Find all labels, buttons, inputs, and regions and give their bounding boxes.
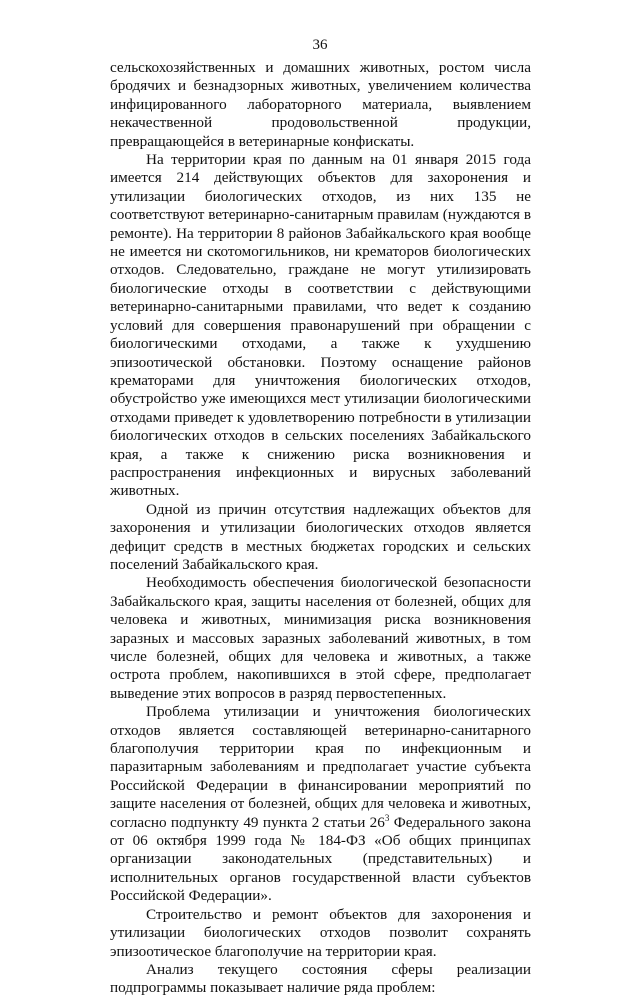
page-number: 36 bbox=[312, 37, 328, 53]
paragraph-3: Одной из причин отсутствия надлежащих объектов для захоронения и утилизации биологических отходов является дефицит средств в местных бюджетах городских и сельских поселений Забайкальского края. bbox=[110, 500, 531, 573]
paragraph-1: сельскохозяйственных и домашних животных, ростом числа бродячих и безнадзорных животных, увеличением количества инфицированного лабораторного материала, выявлением некачественной продовольственной продукции, превращающейся в ветеринарные конфискаты. bbox=[110, 59, 531, 150]
paragraph-6: Строительство и ремонт объектов для захоронения и утилизации биологических отходов позволит сохранять эпизоотическое благополучие на территории края. bbox=[110, 905, 531, 960]
paragraph-7: Анализ текущего состояния сферы реализации подпрограммы показывает наличие ряда проблем: bbox=[110, 960, 531, 997]
paragraph-5 bbox=[110, 703, 531, 905]
article-superscript: 3 bbox=[384, 812, 390, 823]
paragraph-4: Необходимость обеспечения биологической безопасности Забайкальского края, защиты населения от болезней, общих для человека и животных, минимизация риска возникновения заразных и массовых заразных заболеваний животных, в том числе болезней, общих для человека и животных, а также острота проблем, накопившихся в этой сфере, предполагает выведение этих вопросов в разряд первостепенных. bbox=[110, 574, 531, 702]
paragraph-2: На территории края по данным на 01 января 2015 года имеется 214 действующих объектов для захоронения и утилизации биологических отходов, из них 135 не соответствуют ветеринарно-санитарным правилам (нуждаются в ремонте). На территории 8 районов Забайкальского края вообще не имеется ни скотомогильников, ни крематоров биологических отходов. Следовательно, граждане не могут утилизировать биологические отходы в соответствии с действующими ветеринарно-санитарными правилами, что ведет к созданию условий для совершения правонарушений при обращении с биологическими отходами, а также к ухудшению эпизоотической обстановки. Поэтому оснащение районов крематорами для уничтожения биологических отходов, обустройство уже имеющихся мест утилизации биологическими отходами приведет к удовлетворению потребности в утилизации биологических отходов в сельских поселениях Забайкальского края, а также к снижению риска возникновения и распространения инфекционных и вирусных заболеваний животных. bbox=[110, 151, 531, 500]
paragraph-5-text-before: Проблема утилизации и уничтожения биологических отходов является составляющей ветеринарно-санитарного благополучия территории края по инфекционным и паразитарным заболеваниям и предполагает участие субъекта Российской Федерации в финансировании мероприятий по защите населения от болезней, общих для человека и животных, согласно подпункту 49 пункта 2 статьи 26 bbox=[110, 703, 531, 831]
paragraph-5-text-after: Федерального закона от 06 октября 1999 года № 184-ФЗ «Об общих принципах организации законодательных (представительных) и исполнительных органов государственной власти субъектов Российской Федерации». bbox=[110, 813, 531, 905]
document-body bbox=[110, 59, 531, 998]
